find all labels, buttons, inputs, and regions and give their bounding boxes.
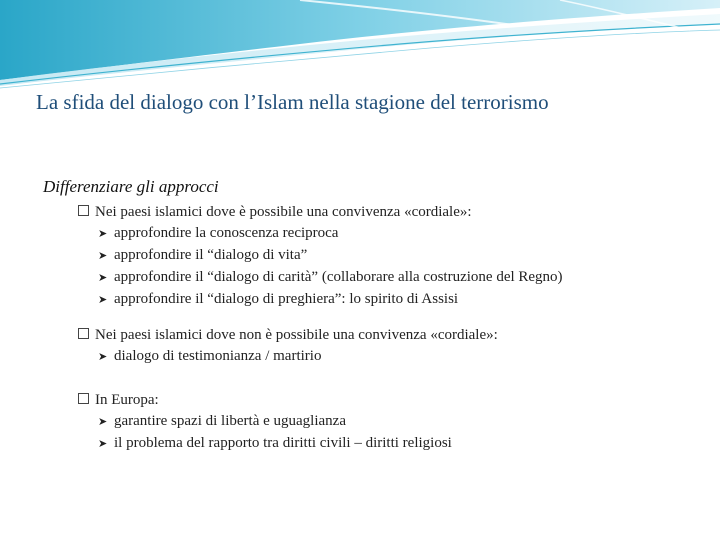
section-heading-text: Nei paesi islamici dove non è possibile una convivenza «cordiale»: xyxy=(95,327,498,343)
section-europa xyxy=(78,390,708,455)
square-bullet-icon xyxy=(78,393,89,404)
arrow-bullet-icon: ➤ xyxy=(98,272,108,284)
list-item-text: approfondire il “dialogo di preghiera”: lo spirito di Assisi xyxy=(114,291,459,307)
sub-list xyxy=(78,346,708,368)
arrow-bullet-icon: ➤ xyxy=(98,294,108,306)
arrow-bullet-icon: ➤ xyxy=(98,351,108,363)
list-item xyxy=(78,289,708,311)
arrow-bullet-icon: ➤ xyxy=(98,416,108,428)
section-heading xyxy=(78,390,708,411)
list-item-text: approfondire la conoscenza reciproca xyxy=(114,225,339,241)
arrow-bullet-icon: ➤ xyxy=(98,250,108,262)
slide-title: La sfida del dialogo con l’Islam nella stagione del terrorismo xyxy=(36,90,549,114)
section-heading-text: In Europa: xyxy=(95,392,159,408)
square-bullet-icon xyxy=(78,205,89,216)
list-item xyxy=(78,245,708,267)
section-convivenza-impossibile xyxy=(78,325,708,368)
square-bullet-icon xyxy=(78,328,89,339)
arrow-bullet-icon: ➤ xyxy=(98,228,108,240)
section-heading xyxy=(78,202,708,223)
header-wave-decoration xyxy=(0,0,720,90)
sub-list xyxy=(78,223,708,311)
list-item xyxy=(78,433,708,455)
sub-list xyxy=(78,411,708,455)
list-item-text: approfondire il “dialogo di vita” xyxy=(114,247,308,263)
list-item-text: approfondire il “dialogo di carità” (collaborare alla costruzione del Regno) xyxy=(114,269,563,285)
list-item xyxy=(78,223,708,245)
section-convivenza-possibile xyxy=(78,202,708,311)
list-item xyxy=(78,411,708,433)
list-item xyxy=(78,267,708,289)
section-heading xyxy=(78,325,708,346)
list-item-text: garantire spazi di libertà e uguaglianza xyxy=(114,413,346,429)
arrow-bullet-icon: ➤ xyxy=(98,438,108,450)
list-item xyxy=(78,346,708,368)
list-item-text: dialogo di testimonianza / martirio xyxy=(114,348,322,364)
section-heading-text: Nei paesi islamici dove è possibile una convivenza «cordiale»: xyxy=(95,204,472,220)
slide-subtitle: Differenziare gli approcci xyxy=(43,177,219,196)
list-item-text: il problema del rapporto tra diritti civili – diritti religiosi xyxy=(114,435,452,451)
